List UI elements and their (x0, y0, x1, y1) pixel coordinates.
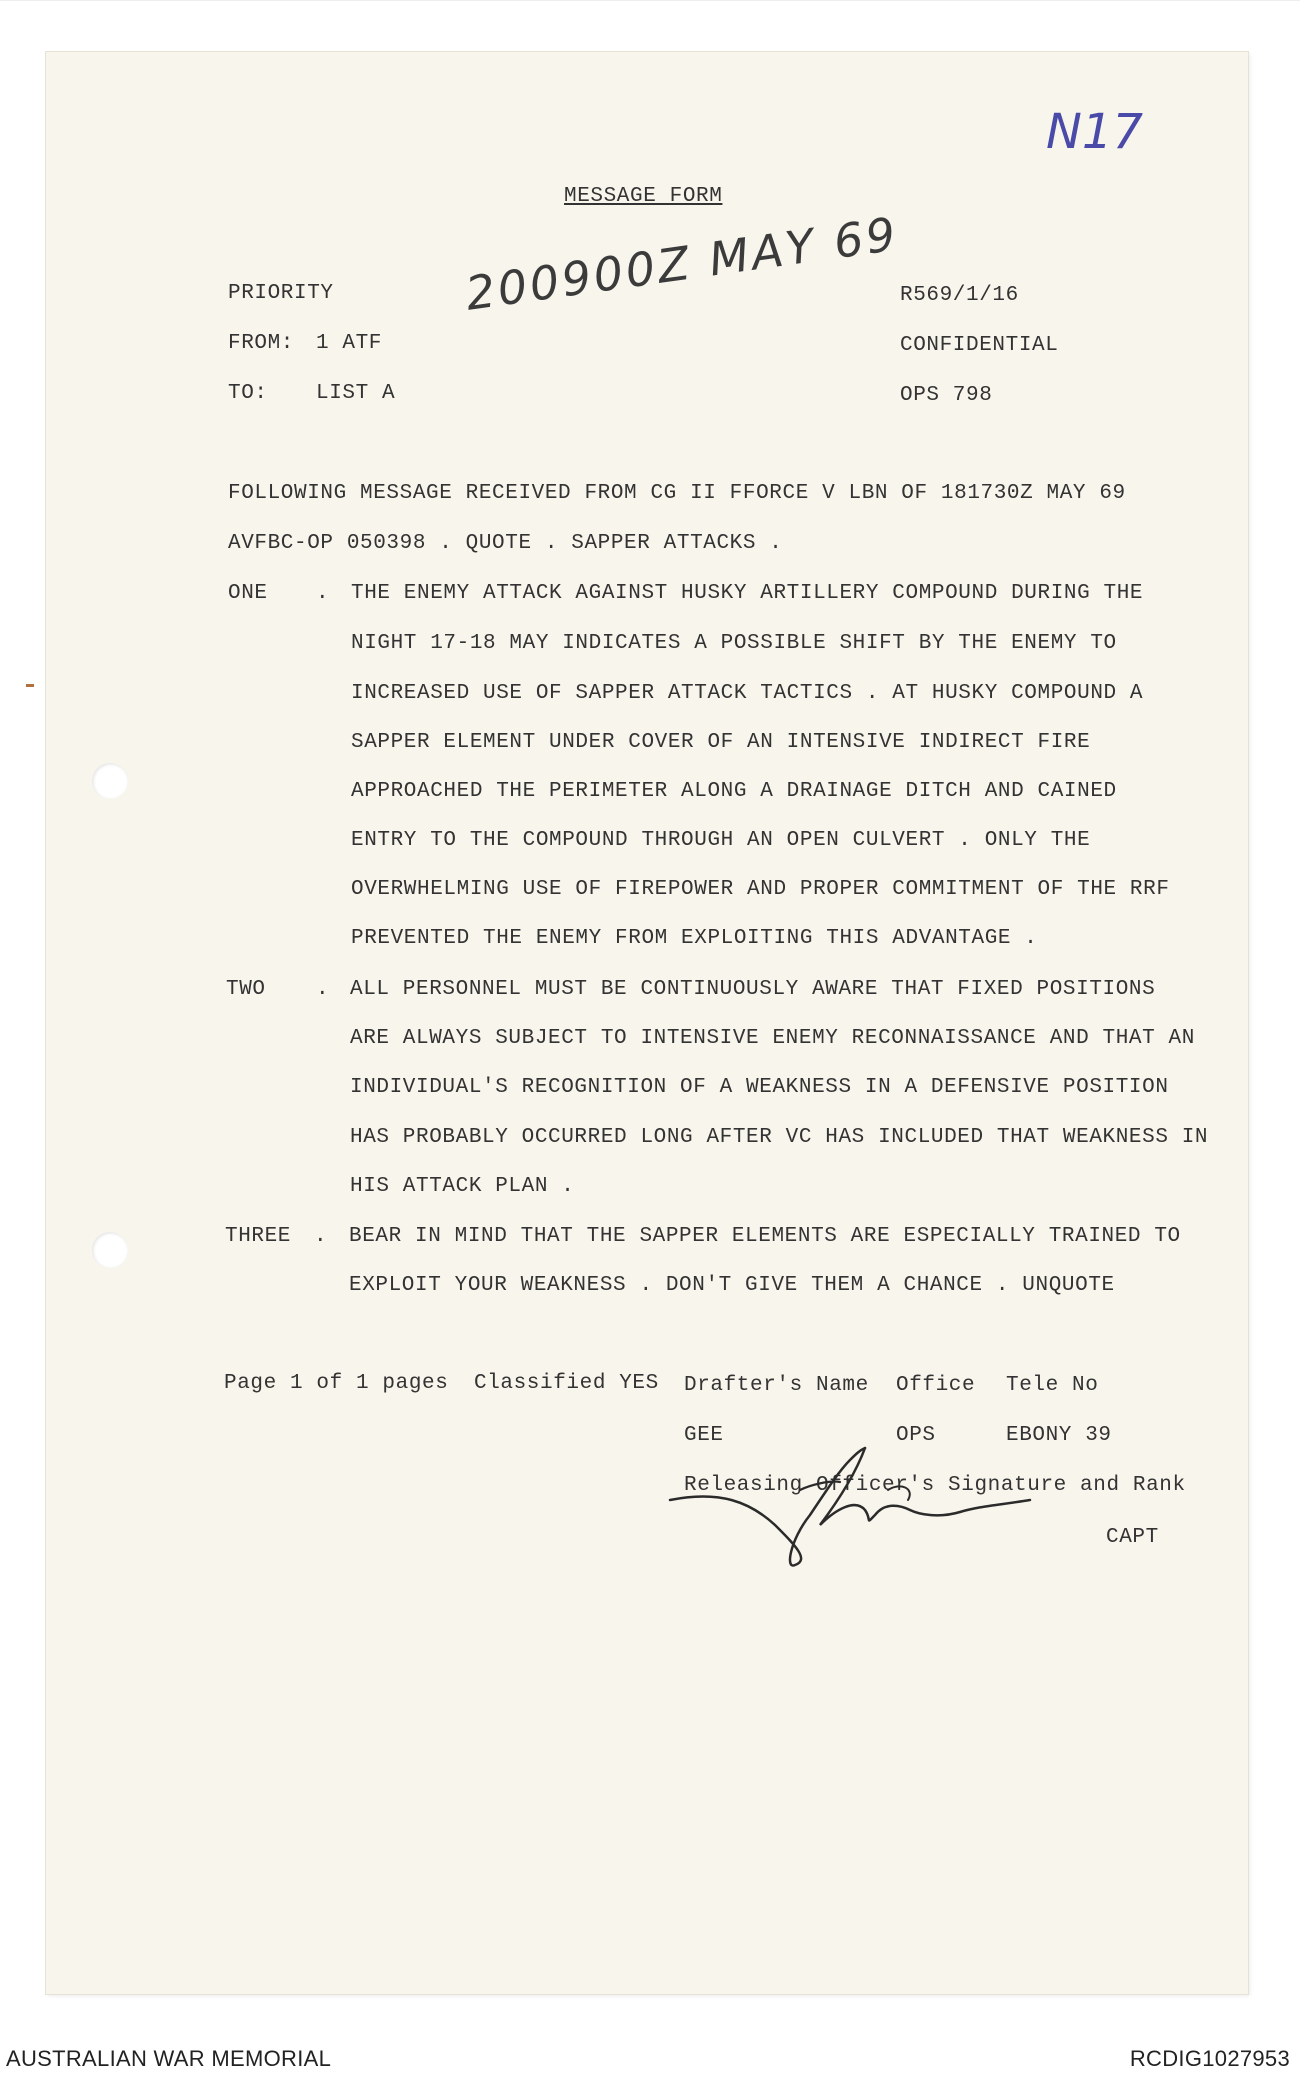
handwritten-date-time-group: 200900Z MAY 69 (462, 206, 902, 321)
paragraph-one-line: INCREASED USE OF SAPPER ATTACK TACTICS . AT HUSKY COMPOUND A (351, 682, 1144, 705)
message-form-sheet (46, 52, 1248, 1994)
drafter-label: Drafter's Name (684, 1374, 869, 1397)
paragraph-label-one: ONE (228, 582, 268, 605)
paragraph-dot: . (316, 582, 330, 605)
tele-label: Tele No (1006, 1374, 1099, 1397)
archive-credit: AUSTRALIAN WAR MEMORIAL (6, 2046, 332, 2071)
paragraph-one-line: ENTRY TO THE COMPOUND THROUGH AN OPEN CULVERT . ONLY THE (351, 829, 1091, 852)
paragraph-two-line: HAS PROBABLY OCCURRED LONG AFTER VC HAS INCLUDED THAT WEAKNESS IN (350, 1126, 1209, 1149)
priority-label: PRIORITY (228, 282, 334, 305)
paragraph-one-line: THE ENEMY ATTACK AGAINST HUSKY ARTILLERY COMPOUND DURING THE (351, 582, 1144, 605)
punch-hole (92, 1232, 128, 1268)
paragraph-label-two: TWO (226, 978, 266, 1001)
from-value: 1 ATF (316, 332, 383, 355)
archive-id: RCDIG1027953 (1129, 2046, 1290, 2071)
paragraph-one-line: PREVENTED THE ENEMY FROM EXPLOITING THIS ADVANTAGE . (351, 927, 1038, 950)
office-label: Office (896, 1374, 976, 1397)
officer-rank: CAPT (1106, 1526, 1159, 1549)
office-value: OPS (896, 1424, 936, 1447)
paragraph-one-line: NIGHT 17-18 MAY INDICATES A POSSIBLE SHIFT BY THE ENEMY TO (351, 632, 1117, 655)
to-value: LIST A (316, 382, 396, 405)
paragraph-label-three: THREE (225, 1225, 292, 1248)
releasing-officer-label: Releasing Officer's Signature and Rank (684, 1474, 1186, 1497)
paragraph-two-line: INDIVIDUAL'S RECOGNITION OF A WEAKNESS IN A DEFENSIVE POSITION (350, 1076, 1169, 1099)
paragraph-three-line: BEAR IN MIND THAT THE SAPPER ELEMENTS ARE ESPECIALLY TRAINED TO (349, 1225, 1181, 1248)
to-label: TO: (228, 382, 268, 405)
punch-hole (92, 763, 128, 799)
page-count: Page 1 of 1 pages (224, 1372, 449, 1395)
scan-top-edge (0, 0, 1300, 1)
file-reference: R569/1/16 (900, 284, 1019, 307)
classified-flag: Classified YES (474, 1372, 659, 1395)
paragraph-dot: . (316, 978, 330, 1001)
paragraph-two-line: HIS ATTACK PLAN . (350, 1175, 575, 1198)
paragraph-two-line: ALL PERSONNEL MUST BE CONTINUOUSLY AWARE THAT FIXED POSITIONS (350, 978, 1156, 1001)
ops-number: OPS 798 (900, 384, 993, 407)
body-line: AVFBC-OP 050398 . QUOTE . SAPPER ATTACKS . (228, 532, 783, 555)
paragraph-one-line: APPROACHED THE PERIMETER ALONG A DRAINAGE DITCH AND CAINED (351, 780, 1117, 803)
handwritten-reference: N17 (1046, 104, 1143, 160)
tele-value: EBONY 39 (1006, 1424, 1112, 1447)
paragraph-one-line: SAPPER ELEMENT UNDER COVER OF AN INTENSIVE INDIRECT FIRE (351, 731, 1091, 754)
drafter-name: GEE (684, 1424, 724, 1447)
paragraph-three-line: EXPLOIT YOUR WEAKNESS . DON'T GIVE THEM A CHANCE . UNQUOTE (349, 1274, 1115, 1297)
paragraph-dot: . (314, 1225, 328, 1248)
form-title: MESSAGE FORM (564, 185, 723, 208)
body-line: FOLLOWING MESSAGE RECEIVED FROM CG II FFORCE V LBN OF 181730Z MAY 69 (228, 482, 1126, 505)
edge-mark (26, 684, 34, 687)
paragraph-two-line: ARE ALWAYS SUBJECT TO INTENSIVE ENEMY RECONNAISSANCE AND THAT AN (350, 1027, 1195, 1050)
from-label: FROM: (228, 332, 295, 355)
classification: CONFIDENTIAL (900, 334, 1059, 357)
paragraph-one-line: OVERWHELMING USE OF FIREPOWER AND PROPER COMMITMENT OF THE RRF (351, 878, 1170, 901)
handwritten-signature (660, 1430, 1060, 1580)
